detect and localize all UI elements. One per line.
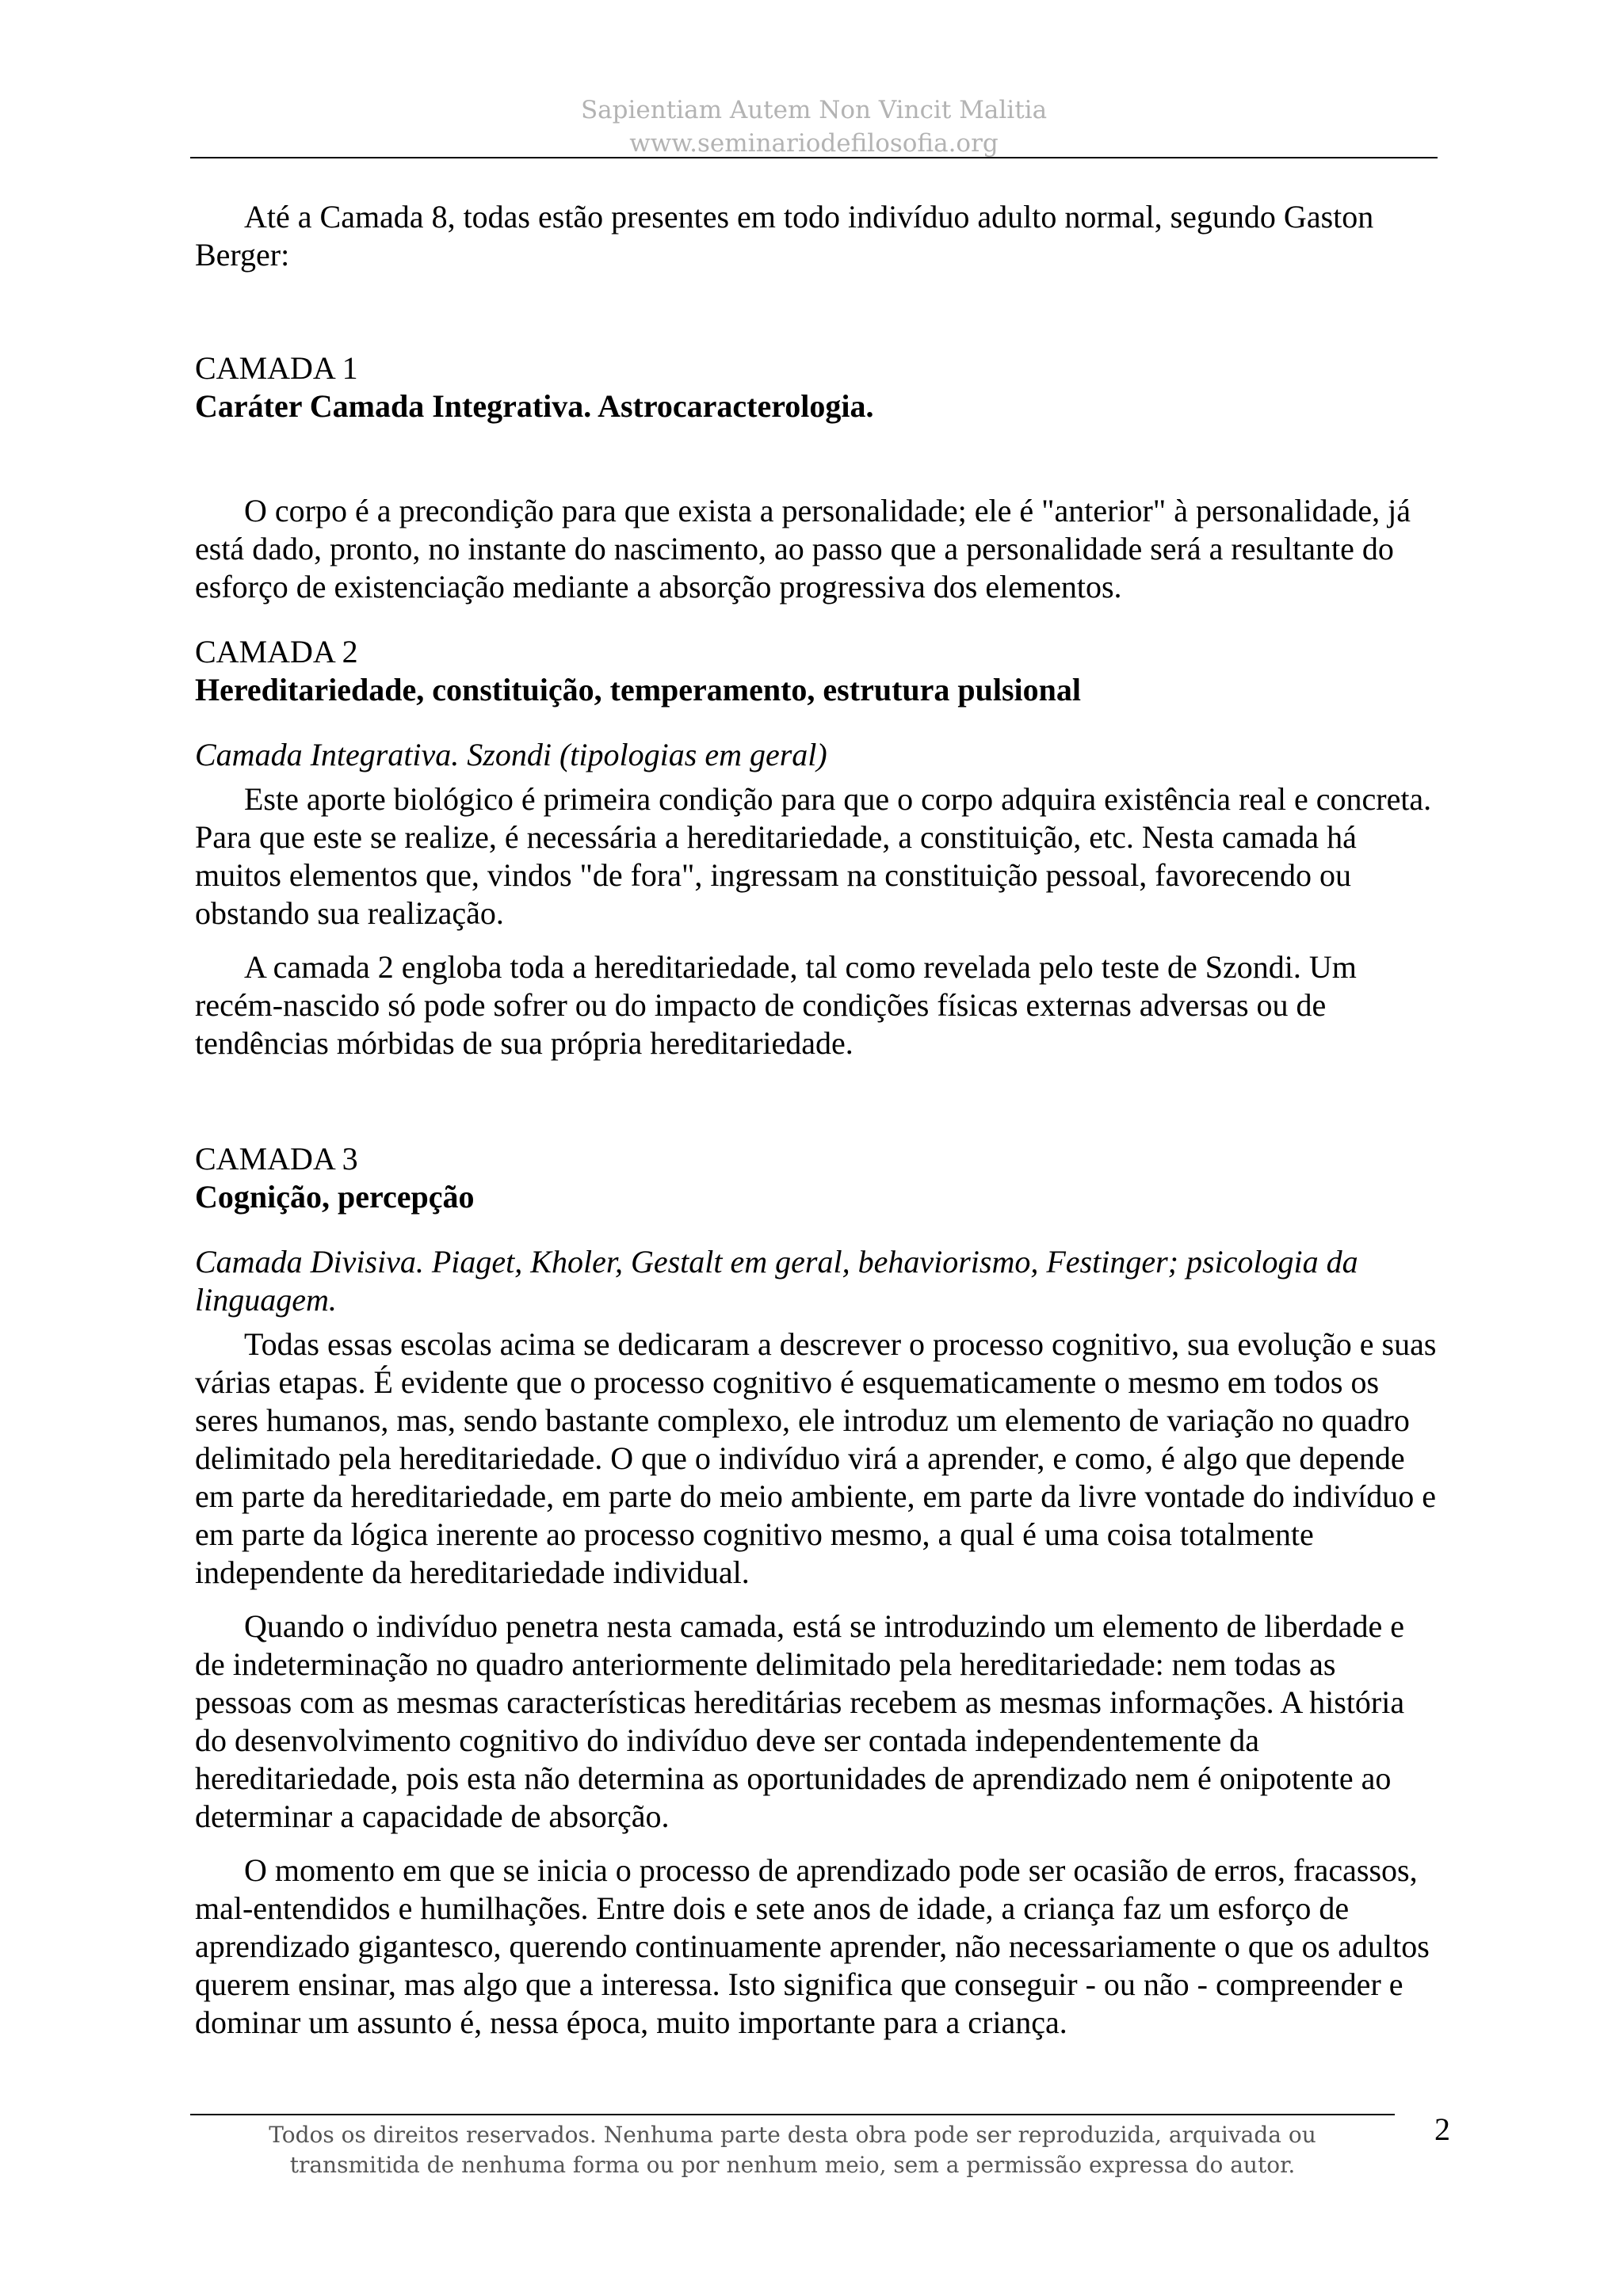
header-motto: Sapientiam Autem Non Vincit Malitia (580, 96, 1048, 124)
page-header (190, 93, 1438, 160)
camada2-title: CAMADA 2 (195, 634, 358, 669)
spacer (195, 774, 1439, 780)
footer-divider (190, 2114, 1395, 2115)
spacer (195, 425, 1439, 492)
camada2-subtitle: Hereditariedade, constituição, temperamento, estrutura pulsional (195, 672, 1082, 707)
spacer (195, 1319, 1439, 1325)
camada3-note: Camada Divisiva. Piaget, Kholer, Gestalt em geral, behaviorismo, Festinger; psicologia da linguagem. (195, 1244, 1358, 1318)
spacer (195, 606, 1439, 633)
camada2-paragraph-1: Este aporte biológico é primeira condição para que o corpo adquira existência real e concreta. Para que este se realize, é necessária a hereditariedade, a constituição, etc. Nesta camada há muitos elementos que, vindos "de fora", ingressam na constituição pessoal, favorecendo ou obstando sua realização. (195, 781, 1432, 931)
page-number: 2 (1434, 2111, 1450, 2147)
camada2-paragraph-2: A camada 2 engloba toda a hereditariedade, tal como revelada pelo teste de Szondi. Um recém-nascido só pode sofrer ou do impacto de condições físicas externas adversas ou de tendências mórbidas de sua própria hereditariedade. (195, 949, 1357, 1061)
camada2-note: Camada Integrativa. Szondi (tipologias em geral) (195, 737, 827, 772)
spacer (195, 1062, 1439, 1140)
spacer (195, 1592, 1439, 1608)
camada3-paragraph-3: O momento em que se inicia o processo de aprendizado pode ser ocasião de erros, fracassos, mal-entendidos e humilhações. Entre dois e sete anos de idade, a criança faz um esforço de aprendizado gigantesco, querendo continuamente aprender, não necessariamente o que os adultos querem ensinar, mas algo que a interessa. Isto significa que conseguir - ou não - compreender e dominar um assunto é, nessa época, muito importante para a criança. (195, 1852, 1430, 2040)
camada1-title: CAMADA 1 (195, 350, 358, 386)
spacer (195, 1216, 1439, 1243)
footer-rights-line-2: transmitida de nenhuma forma ou por nenhum meio, sem a permissão expressa do autor. (289, 2152, 1296, 2178)
camada1-subtitle: Caráter Camada Integrativa. Astrocaracterologia. (195, 388, 874, 424)
header-url: www.seminariodefilosofia.org (629, 129, 999, 158)
header-divider (190, 157, 1438, 158)
camada3-subtitle: Cognição, percepção (195, 1179, 475, 1215)
page-footer (190, 2120, 1395, 2180)
spacer (195, 933, 1439, 948)
camada3-title: CAMADA 3 (195, 1141, 358, 1177)
camada3-paragraph-2: Quando o indivíduo penetra nesta camada, está se introduzindo um elemento de liberdade e de indeterminação no quadro anteriormente delimitado pela hereditariedade: nem todas as pessoas com as mesmas características hereditárias recebem as mesmas informações. A história do desenvolvimento cognitivo do indivíduo deve ser contada independentemente da hereditariedade, pois esta não determina as oportunidades de aprendizado nem é onipotente ao determinar a capacidade de absorção. (195, 1608, 1405, 1834)
camada3-paragraph-1: Todas essas escolas acima se dedicaram a descrever o processo cognitivo, sua evolução e suas várias etapas. É evidente que o processo cognitivo é esquematicamente o mesmo em todos os seres humanos, mas, sendo bastante complexo, ele introduz um elemento de variação no quadro delimitado pela hereditariedade. O que o indivíduo virá a aprender, e como, é algo que depende em parte da hereditariedade, em parte do meio ambiente, em parte da livre vontade do indivíduo e em parte da lógica inerente ao processo cognitivo mesmo, a qual é uma coisa totalmente independente da hereditariedade individual. (195, 1326, 1437, 1590)
intro-paragraph: Até a Camada 8, todas estão presentes em todo indivíduo adulto normal, segundo Gaston Berger: (195, 199, 1374, 273)
camada1-paragraph: O corpo é a precondição para que exista a personalidade; ele é "anterior" à personalidade, já está dado, pronto, no instante do nascimento, ao passo que a personalidade será a resultante do esforço de existenciação mediante a absorção progressiva dos elementos. (195, 493, 1411, 605)
spacer (195, 1836, 1439, 1852)
spacer (195, 709, 1439, 736)
spacer (195, 274, 1439, 349)
document-body (195, 198, 1439, 2042)
footer-rights-line-1: Todos os direitos reservados. Nenhuma parte desta obra pode ser reproduzida, arquivada ou (269, 2122, 1316, 2148)
